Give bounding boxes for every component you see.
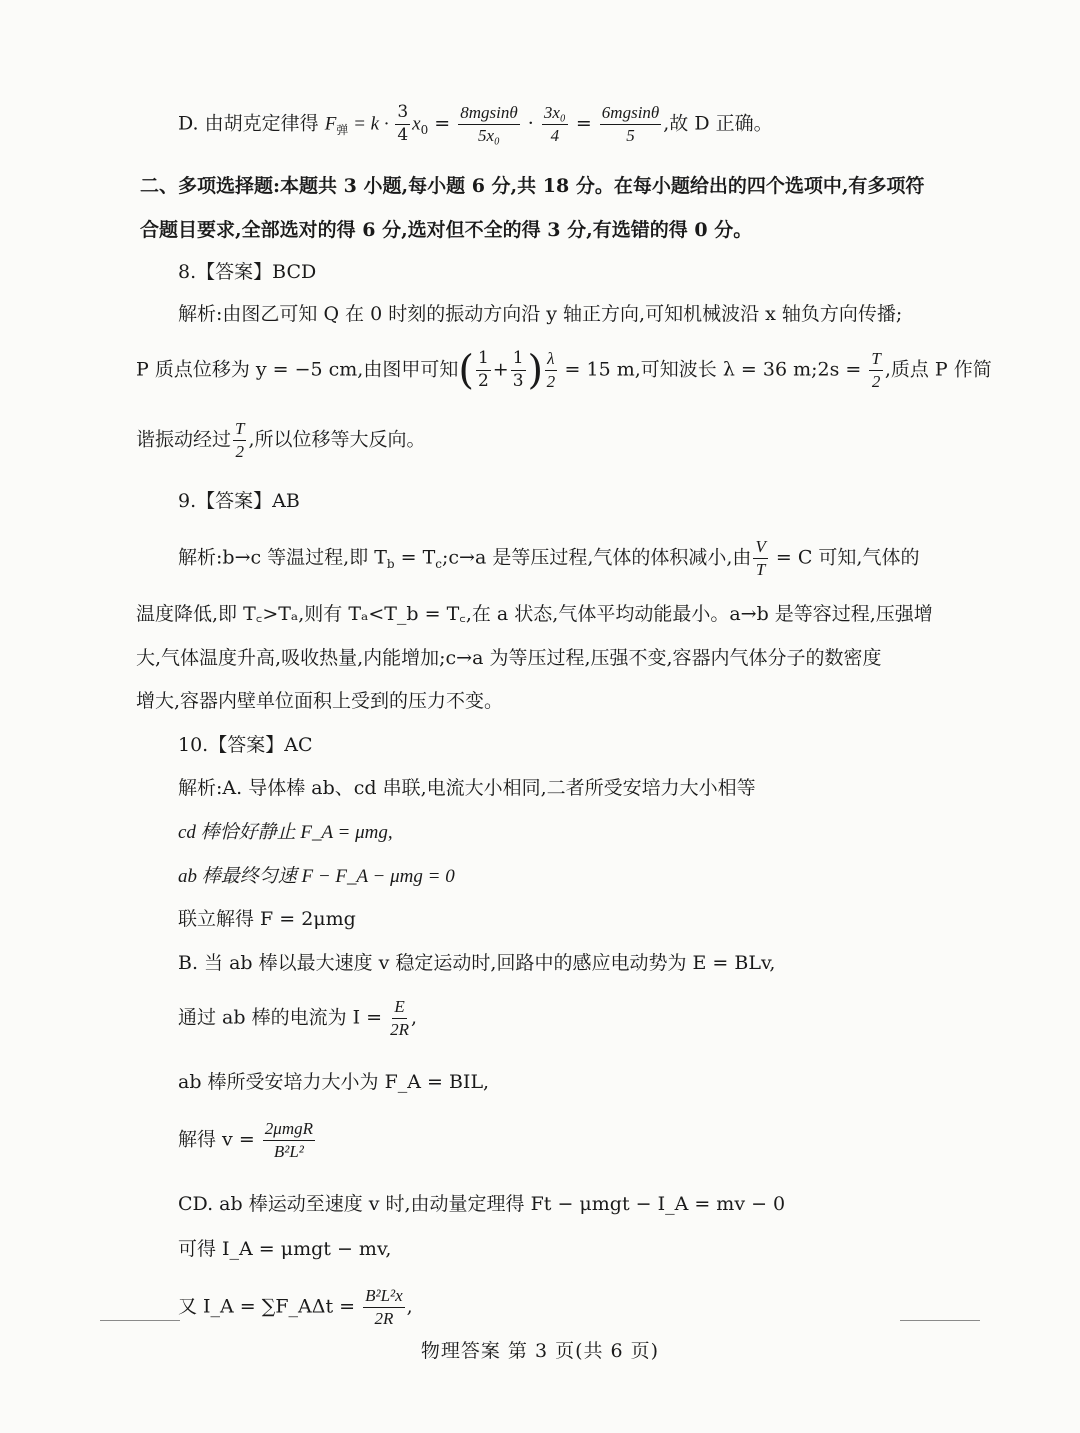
footer-rule-left bbox=[100, 1320, 180, 1321]
frac-den: 2 bbox=[546, 371, 556, 391]
frac-num: 3x₀ bbox=[542, 104, 568, 125]
eq2: = bbox=[428, 112, 457, 135]
fraction-3x0-4 bbox=[542, 104, 568, 145]
frac-num: 8mgsinθ bbox=[458, 104, 519, 125]
frac-den: 4 bbox=[550, 125, 560, 145]
sub-c: c bbox=[435, 557, 443, 572]
q9-exp4: 增大,容器内壁单位面积上受到的压力不变。 bbox=[136, 690, 504, 712]
q10-cd2: 可得 I_A = μmgt − mv, bbox=[178, 1238, 392, 1260]
q10-a1: 解析:A. 导体棒 ab、cd 串联,电流大小相同,二者所受安培力大小相等 bbox=[178, 777, 756, 799]
frac-2mugR bbox=[263, 1120, 315, 1161]
frac-den: 4 bbox=[397, 124, 409, 145]
frac-num: 1 bbox=[476, 350, 491, 371]
frac-T-2b bbox=[233, 420, 246, 461]
frac-den: 3 bbox=[512, 370, 524, 391]
force-symbol: F bbox=[324, 113, 337, 135]
frac-num: T bbox=[869, 350, 882, 371]
frac-num: λ bbox=[545, 350, 556, 371]
frac-den: 2 bbox=[871, 371, 881, 391]
dot: · bbox=[521, 112, 540, 135]
d-option-suffix: ,故 D 正确。 bbox=[663, 112, 773, 135]
q8-exp2 bbox=[136, 347, 992, 394]
fraction-3-4 bbox=[395, 104, 410, 145]
frac-den: 2R bbox=[390, 1019, 410, 1039]
q10-b2 bbox=[178, 998, 417, 1039]
q9-exp1-c: = T bbox=[394, 546, 436, 569]
q10-a3: ab 棒最终匀速 F − F_A − μmg = 0 bbox=[178, 866, 455, 887]
frac-V-T bbox=[753, 538, 767, 579]
q9-exp1-e: ;c→a 是等压过程,气体的体积减小,由 bbox=[442, 546, 752, 569]
q9-exp1-f: = C 可知,气体的 bbox=[769, 546, 920, 569]
q10-answer: 10.【答案】AC bbox=[178, 734, 313, 756]
q10-cd1: CD. ab 棒运动至速度 v 时,由动量定理得 Ft − μmgt − I_A = mv − 0 bbox=[178, 1193, 786, 1215]
q8-exp3-a: 谐振动经过 bbox=[136, 428, 232, 451]
q10-cd3-c: , bbox=[406, 1295, 413, 1318]
page-footer: 物理答案 第 3 页(共 6 页) bbox=[420, 1340, 660, 1362]
q9-exp3: 大,气体温度升高,吸收热量,内能增加;c→a 为等压过程,压强不变,容器内气体分子的数密度 bbox=[136, 647, 882, 669]
q10-b4 bbox=[178, 1120, 317, 1161]
plus: + bbox=[492, 358, 509, 381]
frac-num: 3 bbox=[395, 104, 410, 125]
frac-num: V bbox=[753, 538, 767, 559]
q8-exp2-c: ,质点 P 作简 bbox=[884, 358, 992, 381]
frac-den: 5 bbox=[626, 125, 635, 145]
q8-exp1: 解析:由图乙可知 Q 在 0 时刻的振动方向沿 y 轴正方向,可知机械波沿 x 轴负方向传播; bbox=[178, 303, 903, 325]
frac-num: 2μmgR bbox=[263, 1120, 315, 1141]
x0-symbol: x bbox=[412, 113, 421, 135]
q10-cd3 bbox=[178, 1287, 413, 1328]
frac-lambda-2 bbox=[545, 350, 556, 391]
frac-num: 6mgsinθ bbox=[600, 104, 661, 125]
q10-b2-c: , bbox=[411, 1006, 418, 1029]
q8-exp3-b: ,所以位移等大反向。 bbox=[248, 428, 426, 451]
eq-k: = k · bbox=[348, 113, 394, 135]
frac-den: 2 bbox=[235, 441, 244, 461]
force-subscript: 弹 bbox=[336, 123, 349, 138]
frac-den: B²L² bbox=[273, 1141, 304, 1161]
x0-subscript: 0 bbox=[420, 123, 429, 138]
q10-b2-a: 通过 ab 棒的电流为 I = bbox=[178, 1006, 389, 1029]
eq3: = bbox=[569, 112, 598, 135]
frac-E-2R bbox=[390, 998, 409, 1039]
frac-den: T bbox=[755, 559, 766, 579]
frac-den: 2 bbox=[477, 370, 489, 391]
left-paren: ( bbox=[458, 347, 474, 394]
q8-exp2-a: P 质点位移为 y = −5 cm,由图甲可知 bbox=[136, 358, 459, 381]
q8-answer: 8.【答案】BCD bbox=[178, 261, 317, 283]
q10-b4-a: 解得 v = bbox=[178, 1128, 261, 1151]
q9-answer: 9.【答案】AB bbox=[178, 490, 300, 512]
q10-cd3-a: 又 I_A = ∑F_AΔt = bbox=[178, 1295, 362, 1318]
sub-b: b bbox=[386, 557, 395, 572]
fraction-8mgsin bbox=[458, 104, 519, 145]
frac-num: E bbox=[392, 998, 406, 1019]
frac-num: T bbox=[233, 420, 246, 441]
q8-exp2-b: = 15 m,可知波长 λ = 36 m;2s = bbox=[558, 358, 868, 381]
footer-rule-right bbox=[900, 1320, 980, 1321]
d-option-prefix: D. 由胡克定律得 bbox=[178, 112, 325, 135]
q9-exp1-a: 解析:b→c 等温过程,即 T bbox=[178, 546, 387, 569]
frac-B2L2x-2R bbox=[363, 1287, 405, 1328]
d-option-line bbox=[178, 104, 773, 145]
section2-line2: 合题目要求,全部选对的得 6 分,选对但不全的得 3 分,有选错的得 0 分。 bbox=[140, 219, 753, 241]
frac-T-2 bbox=[869, 350, 882, 391]
fraction-6mgsin bbox=[600, 104, 661, 145]
frac-1-3 bbox=[511, 350, 526, 391]
q10-b1: B. 当 ab 棒以最大速度 v 稳定运动时,回路中的感应电动势为 E = BLv, bbox=[178, 952, 776, 974]
q8-exp3 bbox=[136, 420, 426, 461]
q10-a4: 联立解得 F = 2μmg bbox=[178, 908, 356, 930]
frac-num: 1 bbox=[511, 350, 526, 371]
q9-exp1 bbox=[178, 538, 919, 579]
frac-den: 2R bbox=[374, 1308, 394, 1328]
frac-1-2 bbox=[476, 350, 491, 391]
q9-exp2: 温度降低,即 T꜀>Tₐ,则有 Tₐ<T_b = T꜀,在 a 状态,气体平均动能最小。a→b 是等容过程,压强增 bbox=[136, 603, 933, 625]
right-paren: ) bbox=[527, 347, 544, 394]
q10-b3: ab 棒所受安培力大小为 F_A = BIL, bbox=[178, 1071, 490, 1093]
section2-line1: 二、多项选择题:本题共 3 小题,每小题 6 分,共 18 分。在每小题给出的四个选项中,有多项符 bbox=[140, 175, 925, 197]
frac-den: 5x₀ bbox=[477, 125, 500, 145]
frac-num: B²L²x bbox=[363, 1287, 405, 1308]
q10-a2: cd 棒恰好静止 F_A = μmg, bbox=[178, 822, 393, 843]
